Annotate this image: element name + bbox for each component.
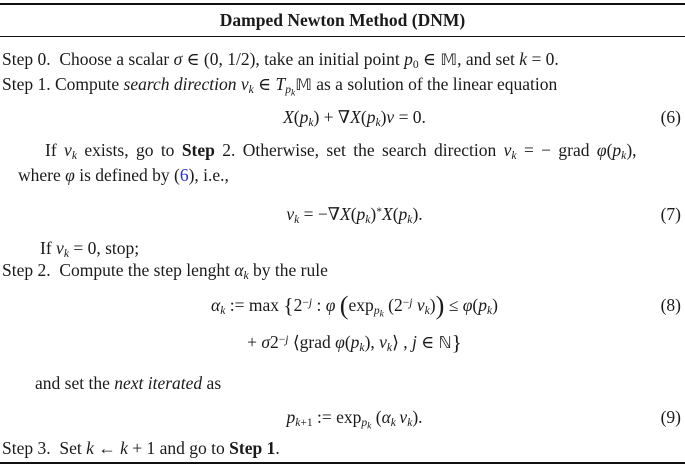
top-rule (0, 3, 685, 5)
step2-text: Step 2. Compute the step lenght $\alpha_k$ by the rule (2, 260, 328, 283)
step1-paragraph-line2: where φ is defined by (6), i.e., (18, 165, 229, 185)
equation-8-math-line2: + $\sigma 2^{-j}$ ⟨grad $\varphi(p_k)$, $v_k⟩$ , j ∈ ℕ} (247, 330, 462, 355)
equation-8-line1 (0, 291, 685, 321)
equation-9 (0, 404, 685, 430)
title-divider-rule (0, 36, 685, 37)
step1-paragraph-line1: If $v_k$ exists, go to Step 2. Otherwise, set the search direction $v_k$ = − grad $\varphi(p_k)$, (45, 140, 637, 163)
equation-8-label: (8) (660, 295, 681, 315)
equation-6-math: $X(p_k) + \nabla X(p_k)v = 0$. (283, 107, 426, 130)
equation-7-label: (7) (660, 204, 681, 224)
step0-text: Step 0. Choose a scalar σ ∈ (0, 1/2), take an initial point $p_0$ ∈ 𝕄, and set k = 0. (2, 49, 559, 72)
equation-9-label: (9) (660, 407, 681, 427)
equation-8-line2 (0, 329, 685, 356)
next-iterated-text: and set the next iterated as (35, 373, 222, 393)
bottom-rule (0, 462, 685, 464)
equation-7-math: $v_k = -\nabla X(p_k)^*X(p_k)$. (286, 204, 423, 227)
equation-8-math-line1: $\alpha_k$ := $\max \{2^{-j}$ : φ ($\exp_{p_k}$ ($2^{-j}$ $v_k)) \le \varphi(p_k)$ (211, 291, 498, 321)
stop-condition-text: If $v_k = 0$, stop; (40, 238, 140, 261)
equation-6 (0, 104, 685, 130)
eq6-reference-link[interactable]: 6 (179, 165, 189, 185)
equation-9-math: $p_{k+1}$ := $\exp_{p_k} (\alpha_k$ $v_k$). (286, 407, 423, 432)
step3-text: Step 3. Set k ← k + 1 and go to Step 1. (2, 438, 280, 458)
step1-text: Step 1. Compute search direction $v_k$ ∈ $T_{p_k}𝕄$ as a solution of the linear equation (2, 74, 558, 99)
equation-7 (0, 201, 685, 227)
algorithm-title: Damped Newton Method (DNM) (219, 10, 466, 30)
equation-6-label: (6) (660, 107, 681, 127)
